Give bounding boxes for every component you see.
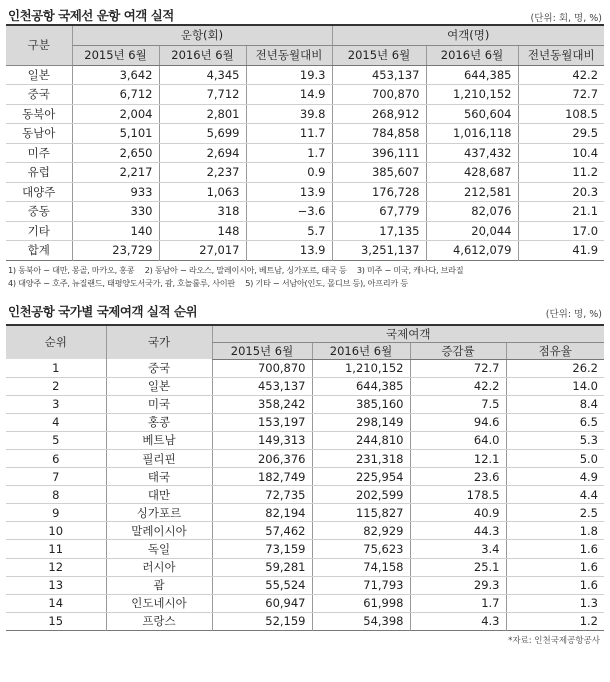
rank-cell: 11	[6, 540, 106, 558]
table1-row-label: 기타	[6, 221, 72, 241]
country-cell: 독일	[106, 540, 212, 558]
rank-cell: 10	[6, 522, 106, 540]
table1-row	[6, 85, 604, 105]
table2-subheader: 2015년 6월	[212, 342, 312, 359]
rank-cell: 7	[6, 468, 106, 486]
table1-cell: 14.9	[246, 85, 332, 105]
table2-cell: 385,160	[312, 395, 410, 413]
table2-subheader: 2016년 6월	[312, 342, 410, 359]
table2-row	[6, 540, 604, 558]
table2-cell: 40.9	[410, 504, 506, 522]
table1-cell: 23,729	[72, 241, 159, 261]
table1-row-label: 합계	[6, 241, 72, 261]
table2-row	[6, 594, 604, 612]
table1-cell: 11.7	[246, 124, 332, 144]
country-cell: 프랑스	[106, 612, 212, 630]
table2-header-group: 국제여객	[212, 325, 604, 343]
table2-cell: 4.3	[410, 612, 506, 630]
table2-cell: 59,281	[212, 558, 312, 576]
table1-cell: 5.7	[246, 221, 332, 241]
table2-cell: 202,599	[312, 486, 410, 504]
table1-note: 3) 미주 − 미국, 캐나다, 브라질	[356, 264, 464, 275]
table2-cell: 5.0	[506, 449, 604, 467]
table1-cell: 437,432	[426, 143, 518, 163]
country-cell: 태국	[106, 468, 212, 486]
table1-note: 5) 기타 − 서남아(인도, 몰디브 등), 아프리카 등	[245, 277, 408, 288]
table1-cell: 428,687	[426, 163, 518, 183]
table2-cell: 700,870	[212, 359, 312, 377]
table1-cell: 4,345	[159, 65, 246, 85]
table1-row	[6, 124, 604, 144]
table2-cell: 153,197	[212, 413, 312, 431]
table2-row	[6, 377, 604, 395]
table2-cell: 115,827	[312, 504, 410, 522]
table1-cell: 13.9	[246, 241, 332, 261]
country-cell: 필리핀	[106, 449, 212, 467]
table1-row-label: 동북아	[6, 104, 72, 124]
table1-cell: 1.7	[246, 143, 332, 163]
table1-body	[6, 65, 604, 260]
table1-row	[6, 104, 604, 124]
table2-row	[6, 522, 604, 540]
table1-cell: 82,076	[426, 202, 518, 222]
table1-row	[6, 221, 604, 241]
table1-cell: 2,694	[159, 143, 246, 163]
rank-cell: 5	[6, 431, 106, 449]
country-cell: 인도네시아	[106, 594, 212, 612]
table1-note: 2) 동남아 − 라오스, 말레이시아, 베트남, 싱가포르, 태국 등	[144, 264, 347, 275]
table1-row-label: 동남아	[6, 124, 72, 144]
table2-cell: 358,242	[212, 395, 312, 413]
table1-cell: 4,612,079	[426, 241, 518, 261]
table2-subheader: 점유율	[506, 342, 604, 359]
table2-header-rank: 순위	[6, 325, 106, 360]
country-cell: 일본	[106, 377, 212, 395]
source-note: *자료: 인천국제공항공사	[508, 635, 600, 646]
table1-subheader: 2016년 6월	[159, 45, 246, 65]
table1-cell: 176,728	[332, 182, 426, 202]
table2-cell: 8.4	[506, 395, 604, 413]
country-cell: 미국	[106, 395, 212, 413]
table2-body	[6, 359, 604, 630]
table2-cell: 1.6	[506, 558, 604, 576]
table2-cell: 72.7	[410, 359, 506, 377]
table1-title: 인천공항 국제선 운항 여객 실적	[8, 8, 174, 23]
table2-cell: 1,210,152	[312, 359, 410, 377]
table2-cell: 453,137	[212, 377, 312, 395]
table2-cell: 1.8	[506, 522, 604, 540]
table1-cell: 19.3	[246, 65, 332, 85]
table2-row	[6, 431, 604, 449]
table1-cell: 72.7	[518, 85, 604, 105]
table1-cell: 2,650	[72, 143, 159, 163]
table2-row	[6, 468, 604, 486]
table1-row	[6, 202, 604, 222]
table2-cell: 52,159	[212, 612, 312, 630]
table2-cell: 7.5	[410, 395, 506, 413]
table2-cell: 82,929	[312, 522, 410, 540]
rank-cell: 3	[6, 395, 106, 413]
rank-cell: 13	[6, 576, 106, 594]
table2-cell: 29.3	[410, 576, 506, 594]
table1-cell: 0.9	[246, 163, 332, 183]
table1-cell: 385,607	[332, 163, 426, 183]
table1-header-flights: 운항(회)	[72, 25, 332, 45]
table2-cell: 1.6	[506, 540, 604, 558]
table1-subheader: 전년동월대비	[518, 45, 604, 65]
country-ranking-table	[6, 324, 604, 631]
table1-cell: 108.5	[518, 104, 604, 124]
table1-cell: 11.2	[518, 163, 604, 183]
table1-cell: 17.0	[518, 221, 604, 241]
table2-cell: 57,462	[212, 522, 312, 540]
table1-cell: 7,712	[159, 85, 246, 105]
table2-cell: 14.0	[506, 377, 604, 395]
rank-cell: 2	[6, 377, 106, 395]
table2-row	[6, 558, 604, 576]
table2-cell: 44.3	[410, 522, 506, 540]
table2-row	[6, 612, 604, 630]
country-cell: 싱가포르	[106, 504, 212, 522]
table2-row	[6, 449, 604, 467]
table1-note: 4) 대양주 − 호주, 뉴질랜드, 태평양도서국가, 괌, 호놀룰루, 사이판	[8, 277, 235, 288]
table1-cell: 140	[72, 221, 159, 241]
country-cell: 중국	[106, 359, 212, 377]
table2-cell: 644,385	[312, 377, 410, 395]
table1-cell: 784,858	[332, 124, 426, 144]
table2-cell: 82,194	[212, 504, 312, 522]
table1-row-label: 일본	[6, 65, 72, 85]
table1-row	[6, 241, 604, 261]
table2-unit: (단위: 명, %)	[545, 308, 602, 320]
table1-cell: 560,604	[426, 104, 518, 124]
table1-row-label: 미주	[6, 143, 72, 163]
table1-row	[6, 65, 604, 85]
table2-cell: 206,376	[212, 449, 312, 467]
table1-cell: 5,101	[72, 124, 159, 144]
table2-cell: 5.3	[506, 431, 604, 449]
table2-row	[6, 413, 604, 431]
table2-cell: 25.1	[410, 558, 506, 576]
table1-cell: 3,251,137	[332, 241, 426, 261]
table2-title-row	[6, 290, 604, 324]
table1-cell: 1,210,152	[426, 85, 518, 105]
table1-cell: 453,137	[332, 65, 426, 85]
table1-subheader: 2015년 6월	[72, 45, 159, 65]
table1-cell: 27,017	[159, 241, 246, 261]
table2-cell: 1.2	[506, 612, 604, 630]
table1-subheader: 2015년 6월	[332, 45, 426, 65]
table1-cell: 2,004	[72, 104, 159, 124]
table2-cell: 74,158	[312, 558, 410, 576]
table1-cell: 39.8	[246, 104, 332, 124]
table1-cell: 2,801	[159, 104, 246, 124]
table1-cell: 67,779	[332, 202, 426, 222]
rank-cell: 9	[6, 504, 106, 522]
table1-cell: 268,912	[332, 104, 426, 124]
country-cell: 베트남	[106, 431, 212, 449]
table1-row	[6, 163, 604, 183]
table1-cell: 700,870	[332, 85, 426, 105]
table2-cell: 61,998	[312, 594, 410, 612]
table2-cell: 55,524	[212, 576, 312, 594]
table2-cell: 54,398	[312, 612, 410, 630]
table2-cell: 178.5	[410, 486, 506, 504]
table2-header-country: 국가	[106, 325, 212, 360]
table1-cell: 933	[72, 182, 159, 202]
table1-title-row	[6, 0, 604, 24]
country-cell: 괌	[106, 576, 212, 594]
table1-cell: 396,111	[332, 143, 426, 163]
table2-row	[6, 504, 604, 522]
rank-cell: 8	[6, 486, 106, 504]
table2-row	[6, 395, 604, 413]
table1-header-category: 구분	[6, 25, 72, 65]
table2-cell: 6.5	[506, 413, 604, 431]
table1-header-passengers: 여객(명)	[332, 25, 604, 45]
rank-cell: 1	[6, 359, 106, 377]
table1-row	[6, 143, 604, 163]
table1-unit: (단위: 회, 명, %)	[530, 13, 602, 24]
table2-cell: 3.4	[410, 540, 506, 558]
table1-cell: 29.5	[518, 124, 604, 144]
rank-cell: 12	[6, 558, 106, 576]
table1-cell: 5,699	[159, 124, 246, 144]
country-cell: 러시아	[106, 558, 212, 576]
table2-row	[6, 359, 604, 377]
table2-cell: 23.6	[410, 468, 506, 486]
table1-row-label: 유럽	[6, 163, 72, 183]
table2-cell: 64.0	[410, 431, 506, 449]
table2-title: 인천공항 국가별 국제여객 실적 순위	[8, 303, 198, 319]
table2-cell: 4.4	[506, 486, 604, 504]
table2-cell: 231,318	[312, 449, 410, 467]
table2-cell: 73,159	[212, 540, 312, 558]
table2-cell: 72,735	[212, 486, 312, 504]
country-cell: 대만	[106, 486, 212, 504]
table2-row	[6, 486, 604, 504]
table1-cell: 17,135	[332, 221, 426, 241]
table1-row	[6, 182, 604, 202]
table2-cell: 1.7	[410, 594, 506, 612]
table2-cell: 1.6	[506, 576, 604, 594]
table1-note: 1) 동북아 − 대만, 몽골, 마카오, 홍콩	[8, 264, 135, 275]
table2-cell: 182,749	[212, 468, 312, 486]
table2-cell: 2.5	[506, 504, 604, 522]
country-cell: 홍콩	[106, 413, 212, 431]
table2-cell: 42.2	[410, 377, 506, 395]
table1-cell: 13.9	[246, 182, 332, 202]
table2-cell: 60,947	[212, 594, 312, 612]
table1-subheader: 2016년 6월	[426, 45, 518, 65]
table2-cell: 244,810	[312, 431, 410, 449]
table1-cell: 1,063	[159, 182, 246, 202]
table2-cell: 71,793	[312, 576, 410, 594]
table1-row-label: 중국	[6, 85, 72, 105]
table1-cell: 212,581	[426, 182, 518, 202]
table1-cell: 20,044	[426, 221, 518, 241]
table1-row-label: 중동	[6, 202, 72, 222]
table1-cell: −3.6	[246, 202, 332, 222]
table2-cell: 298,149	[312, 413, 410, 431]
country-cell: 말레이시아	[106, 522, 212, 540]
table1-cell: 148	[159, 221, 246, 241]
table1-cell: 644,385	[426, 65, 518, 85]
table1-cell: 42.2	[518, 65, 604, 85]
table1-cell: 1,016,118	[426, 124, 518, 144]
table2-cell: 94.6	[410, 413, 506, 431]
table2-cell: 75,623	[312, 540, 410, 558]
rank-cell: 4	[6, 413, 106, 431]
table2-subheader: 증감률	[410, 342, 506, 359]
rank-cell: 14	[6, 594, 106, 612]
table2-cell: 4.9	[506, 468, 604, 486]
rank-cell: 6	[6, 449, 106, 467]
table1-cell: 20.3	[518, 182, 604, 202]
flights-passengers-table	[6, 24, 604, 261]
table2-cell: 149,313	[212, 431, 312, 449]
table1-cell: 41.9	[518, 241, 604, 261]
table2-cell: 12.1	[410, 449, 506, 467]
table1-cell: 21.1	[518, 202, 604, 222]
rank-cell: 15	[48, 614, 64, 629]
table2-cell: 26.2	[506, 359, 604, 377]
table1-cell: 330	[72, 202, 159, 222]
table1-cell: 6,712	[72, 85, 159, 105]
table1-notes	[6, 261, 604, 290]
table1-cell: 2,217	[72, 163, 159, 183]
table1-row-label: 대양주	[6, 182, 72, 202]
table1-subheader: 전년동월대비	[246, 45, 332, 65]
table2-cell: 225,954	[312, 468, 410, 486]
table1-cell: 318	[159, 202, 246, 222]
table1-cell: 2,237	[159, 163, 246, 183]
table2-cell: 1.3	[506, 594, 604, 612]
table2-row	[6, 576, 604, 594]
table1-cell: 3,642	[72, 65, 159, 85]
table1-cell: 10.4	[518, 143, 604, 163]
